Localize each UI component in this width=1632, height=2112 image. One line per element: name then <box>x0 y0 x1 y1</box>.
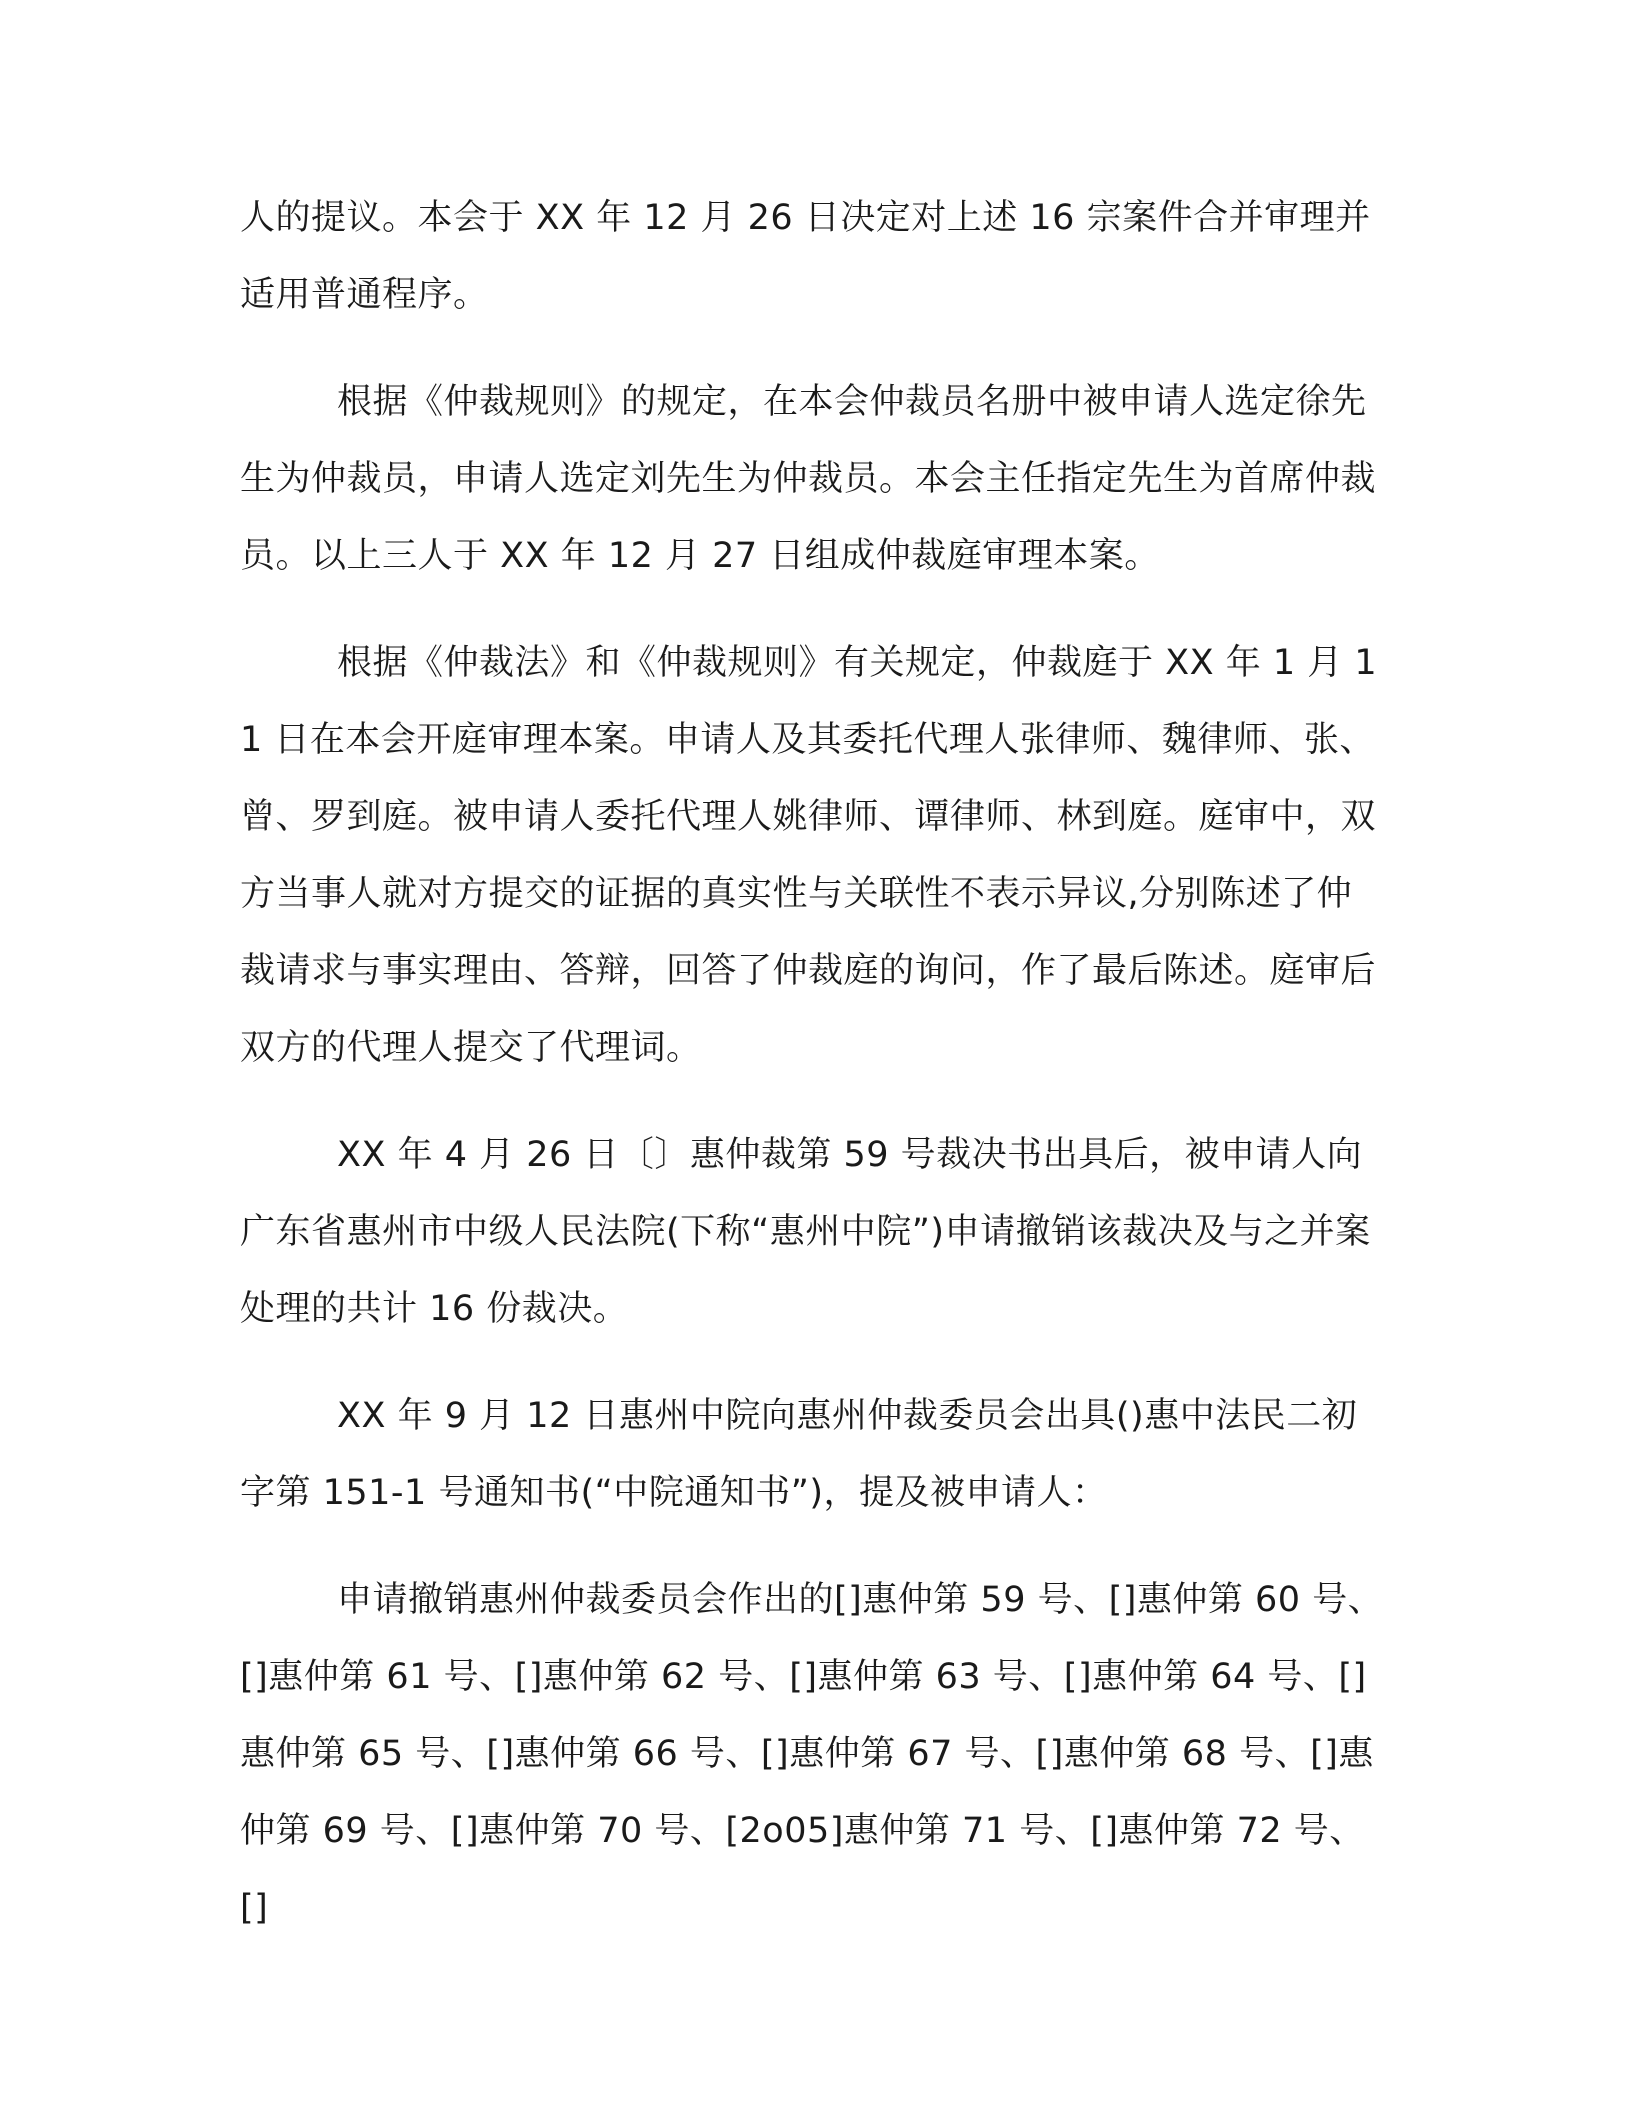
paragraph-4: XX 年 4 月 26 日〔〕惠仲裁第 59 号裁决书出具后，被申请人向广东省惠州市中级人民法院(下称“惠州中院”)申请撤销该裁决及与之并案处理的共计 16 份裁决。 <box>240 1135 1371 1329</box>
paragraph-2: 根据《仲裁规则》的规定，在本会仲裁员名册中被申请人选定徐先生为仲裁员，申请人选定刘先生为仲裁员。本会主任指定先生为首席仲裁员。以上三人于 XX 年 12 月 27 日组成仲裁庭审理本案。 <box>240 382 1377 576</box>
paragraph-1: 人的提议。本会于 XX 年 12 月 26 日决定对上述 16 宗案件合并审理并适用普通程序。 <box>240 198 1371 315</box>
paragraph-5: XX 年 9 月 12 日惠州中院向惠州仲裁委员会出具()惠中法民二初字第 151-1 号通知书(“中院通知书”)，提及被申请人： <box>240 1396 1358 1513</box>
paragraph-3: 根据《仲裁法》和《仲裁规则》有关规定，仲裁庭于 XX 年 1 月 11 日在本会开庭审理本案。申请人及其委托代理人张律师、魏律师、张、曾、罗到庭。被申请人委托代理人姚律师、谭律师、林到庭。庭审中，双方当事人就对方提交的证据的真实性与关联性不表示异议,分别陈述了仲裁请求与事实理由、答辩，回答了仲裁庭的询问，作了最后陈述。庭审后双方的代理人提交了代理词。 <box>240 643 1378 1068</box>
paragraph-6: 申请撤销惠州仲裁委员会作出的[]惠仲第 59 号、[]惠仲第 60 号、[]惠仲第 61 号、[]惠仲第 62 号、[]惠仲第 63 号、[]惠仲第 64 号、[]惠仲第 65 号、[]惠仲第 66 号、[]惠仲第 67 号、[]惠仲第 68 号、[]惠仲第 69 号、[]惠仲第 70 号、[2o05]惠仲第 71 号、[]惠仲第 72 号、[] <box>240 1580 1384 1928</box>
document-body <box>240 180 1384 1947</box>
